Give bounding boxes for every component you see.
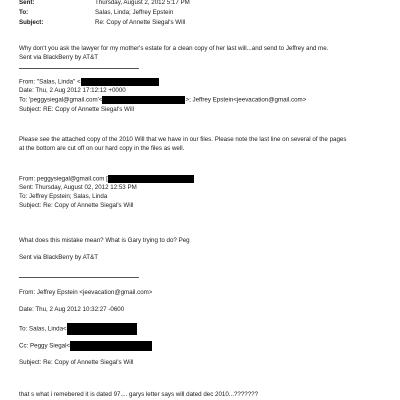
redaction-box <box>108 175 194 183</box>
msg3-from <box>19 175 194 183</box>
header-sent-row <box>19 0 34 6</box>
msg4-to-text: To: Salas, Linda< <box>19 325 67 333</box>
separator-line <box>19 68 139 69</box>
separator-line <box>19 277 139 278</box>
msg2-subject: Subject: RE: Copy of Annette Siegal's Will <box>19 106 135 113</box>
msg4-cc-text: Cc: Peggy Siegal< <box>19 342 71 350</box>
msg3-to: To: Jeffrey Epstein; Salas, Linda <box>19 193 108 200</box>
msg2-from-text: From: "Salas, Linda" < <box>19 78 81 86</box>
msg2-to-prefix: To: 'peggysiegal@gmail.com'< <box>19 96 103 104</box>
msg4-to <box>19 323 137 335</box>
header-sent-label: Sent: <box>19 0 35 6</box>
header-to-value: Salas, Linda; Jeffrey Epstein <box>95 9 174 16</box>
header-sent-value: Thursday, August 2, 2012 5:17 PM <box>95 0 190 6</box>
msg1-signature: Sent via BlackBerry by AT&T <box>19 54 98 61</box>
msg3-from-text: From: peggysiegal@gmail.com [ <box>19 175 108 183</box>
header-to-row <box>19 9 28 16</box>
msg1-body: Why don't you ask the lawyer for my mother's estate for a clean copy of her last will...and send to Jeffrey and me. <box>19 45 329 52</box>
msg4-from: From: Jeffrey Epstein <jeevacation@gmail.com> <box>19 289 153 296</box>
redaction-box <box>67 323 137 335</box>
header-subject-row <box>19 19 43 26</box>
redaction-box <box>102 96 185 104</box>
msg4-date: Date: Thu, 2 Aug 2012 10:32:27 -0600 <box>19 306 125 313</box>
header-to-label: To: <box>19 9 29 16</box>
msg2-from <box>19 78 159 86</box>
header-subject-label: Subject: <box>19 19 44 26</box>
msg2-date: Date: Thu, 2 Aug 2012 17:12:12 +0000 <box>19 87 126 94</box>
msg4-subject: Subject: Re: Copy of Annette Siegal's Will <box>19 359 134 366</box>
redaction-box <box>81 78 159 86</box>
msg3-subject: Subject: Re: Copy of Annette Siegal's Will <box>19 202 134 209</box>
msg2-body-line-1: Please see the attached copy of the 2010 Will that we have in our files. Please note the last line on several of the pages <box>19 136 347 143</box>
header-subject-value: Re: Copy of Annette Siegal's Will <box>95 19 186 26</box>
msg2-body-line-2: at the bottom are cut off on our hard copy in the files as well. <box>19 145 185 152</box>
redaction-box <box>70 341 152 351</box>
msg2-to <box>19 96 306 104</box>
msg3-signature: Sent via BlackBerry by AT&T <box>19 254 98 261</box>
msg3-sent: Sent: Thursday, August 02, 2012 12:53 PM <box>19 184 137 191</box>
msg2-to-suffix: >; Jeffrey Epstein<jeevacation@gmail.com> <box>185 96 307 104</box>
msg3-body: What does this mistake mean? What is Gary trying to do? Peg <box>19 237 190 244</box>
msg4-cc <box>19 341 152 351</box>
msg4-body: that s what i remebered it is dated 97.... garys letter says will dated dec 2010...??????? <box>19 391 259 398</box>
